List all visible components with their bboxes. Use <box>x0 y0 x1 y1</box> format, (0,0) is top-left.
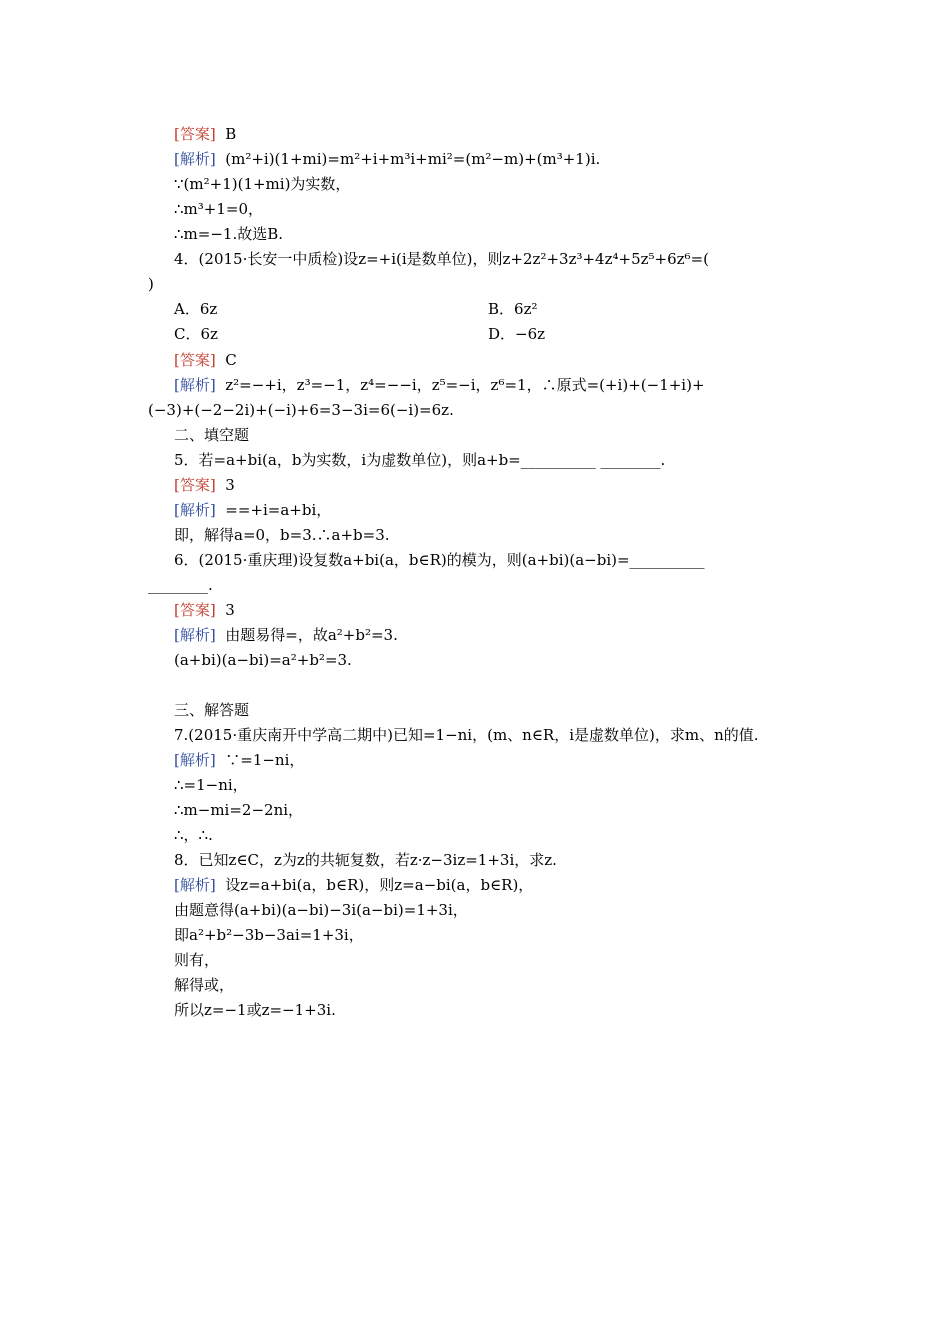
document-line <box>174 322 839 346</box>
document-line <box>174 848 839 872</box>
line-text: 则有， <box>174 951 220 969</box>
document-line <box>174 723 839 747</box>
answer-label: [答案] <box>174 351 216 369</box>
line-text: C．6z <box>174 325 218 343</box>
document-line <box>174 172 839 196</box>
option-right: B．6z² <box>488 300 538 318</box>
answer-label: [答案] <box>174 601 216 619</box>
answer-label: [答案] <box>174 125 216 143</box>
document-line <box>174 122 839 146</box>
line-text: (−3)+(−2−2i)+(−i)+6=3−3i=6(−i)=6z. <box>148 401 454 419</box>
analysis-label: [解析] <box>174 876 216 894</box>
line-text: B <box>215 125 237 143</box>
line-text: ==+i=a+bi， <box>215 501 332 519</box>
line-text: 3 <box>215 601 235 619</box>
document-line <box>174 523 839 547</box>
document-line <box>174 247 839 271</box>
line-text: 8．已知z∈C，z为z的共轭复数，若z·z−3iz=1+3i，求z. <box>174 851 557 869</box>
line-text: (a+bi)(a−bi)=a²+b²=3. <box>174 651 352 669</box>
line-text: ∴m−mi=2−2ni， <box>174 801 304 819</box>
document-line <box>148 398 813 422</box>
line-text: 即a²+b²−3b−3ai=1+3i， <box>174 926 364 944</box>
line-text: 三、解答题 <box>174 701 250 719</box>
document-line <box>174 598 839 622</box>
document-line <box>174 373 839 397</box>
document-line <box>174 823 839 847</box>
document-line <box>174 448 839 472</box>
document-line <box>174 348 839 372</box>
document-line <box>174 798 839 822</box>
document-line <box>174 948 839 972</box>
analysis-label: [解析] <box>174 150 216 168</box>
document-line <box>174 698 839 722</box>
line-text: ∴，∴. <box>174 826 213 844</box>
document-line <box>148 272 813 296</box>
line-text: ∴=1−ni， <box>174 776 248 794</box>
line-text: ∴m=−1.故选B. <box>174 225 284 243</box>
line-text: 6．(2015·重庆理)设复数a+bi(a，b∈R)的模为，则(a+bi)(a−bi)=__________ <box>174 551 705 569</box>
line-text: 解得或， <box>174 976 235 994</box>
line-text: ________. <box>148 576 213 594</box>
document-line <box>174 973 839 997</box>
line-text: A．6z <box>174 300 218 318</box>
document-line <box>174 873 839 897</box>
answer-label: [答案] <box>174 476 216 494</box>
line-text: 7.(2015·重庆南开中学高二期中)已知=1−ni，(m、n∈R，i是虚数单位)，求m、n的值. <box>174 726 759 744</box>
document-line <box>148 573 813 597</box>
document-line <box>174 748 839 772</box>
document-line <box>174 773 839 797</box>
document-line <box>174 673 839 697</box>
document-line <box>174 222 839 246</box>
line-text: 设z=a+bi(a，b∈R)，则z=a−bi(a，b∈R)， <box>215 876 534 894</box>
line-text: (m²+i)(1+mi)=m²+i+m³i+mi²=(m²−m)+(m³+1)i. <box>215 150 601 168</box>
line-text: C <box>215 351 237 369</box>
line-text: 即，解得a=0，b=3.∴a+b=3. <box>174 526 390 544</box>
document-line <box>174 898 839 922</box>
line-text: ∵(m²+1)(1+mi)为实数， <box>174 175 351 193</box>
document-line <box>174 423 839 447</box>
analysis-label: [解析] <box>174 376 216 394</box>
analysis-label: [解析] <box>174 626 216 644</box>
document-line <box>174 998 839 1022</box>
document-line <box>174 548 839 572</box>
document-line <box>174 498 839 522</box>
line-text: 4．(2015·长安一中质检)设z=+i(i是数单位)，则z+2z²+3z³+4z⁴+5z⁵+6z⁶=( <box>174 250 709 268</box>
line-text: 5．若=a+bi(a，b为实数，i为虚数单位)，则a+b=__________ ________. <box>174 451 666 469</box>
line-text: 二、填空题 <box>174 426 250 444</box>
line-text: 由题意得(a+bi)(a−bi)−3i(a−bi)=1+3i， <box>174 901 468 919</box>
line-text: 3 <box>215 476 235 494</box>
document-line <box>174 197 839 221</box>
option-right: D．−6z <box>488 325 546 343</box>
line-text: ∵=1−ni， <box>215 751 305 769</box>
analysis-label: [解析] <box>174 751 216 769</box>
document-line <box>174 923 839 947</box>
line-text: ) <box>148 275 154 293</box>
document-line <box>174 648 839 672</box>
line-text: ∴m³+1=0， <box>174 200 264 218</box>
document-line <box>174 147 839 171</box>
document-line <box>174 297 839 321</box>
document-line <box>174 473 839 497</box>
analysis-label: [解析] <box>174 501 216 519</box>
line-text: 由题易得=，故a²+b²=3. <box>215 626 398 644</box>
line-text: 所以z=−1或z=−1+3i. <box>174 1001 336 1019</box>
document-line <box>174 623 839 647</box>
line-text: z²=−+i，z³=−1，z⁴=−−i，z⁵=−i，z⁶=1，∴原式=(+i)+(−1+i)+ <box>215 376 705 394</box>
